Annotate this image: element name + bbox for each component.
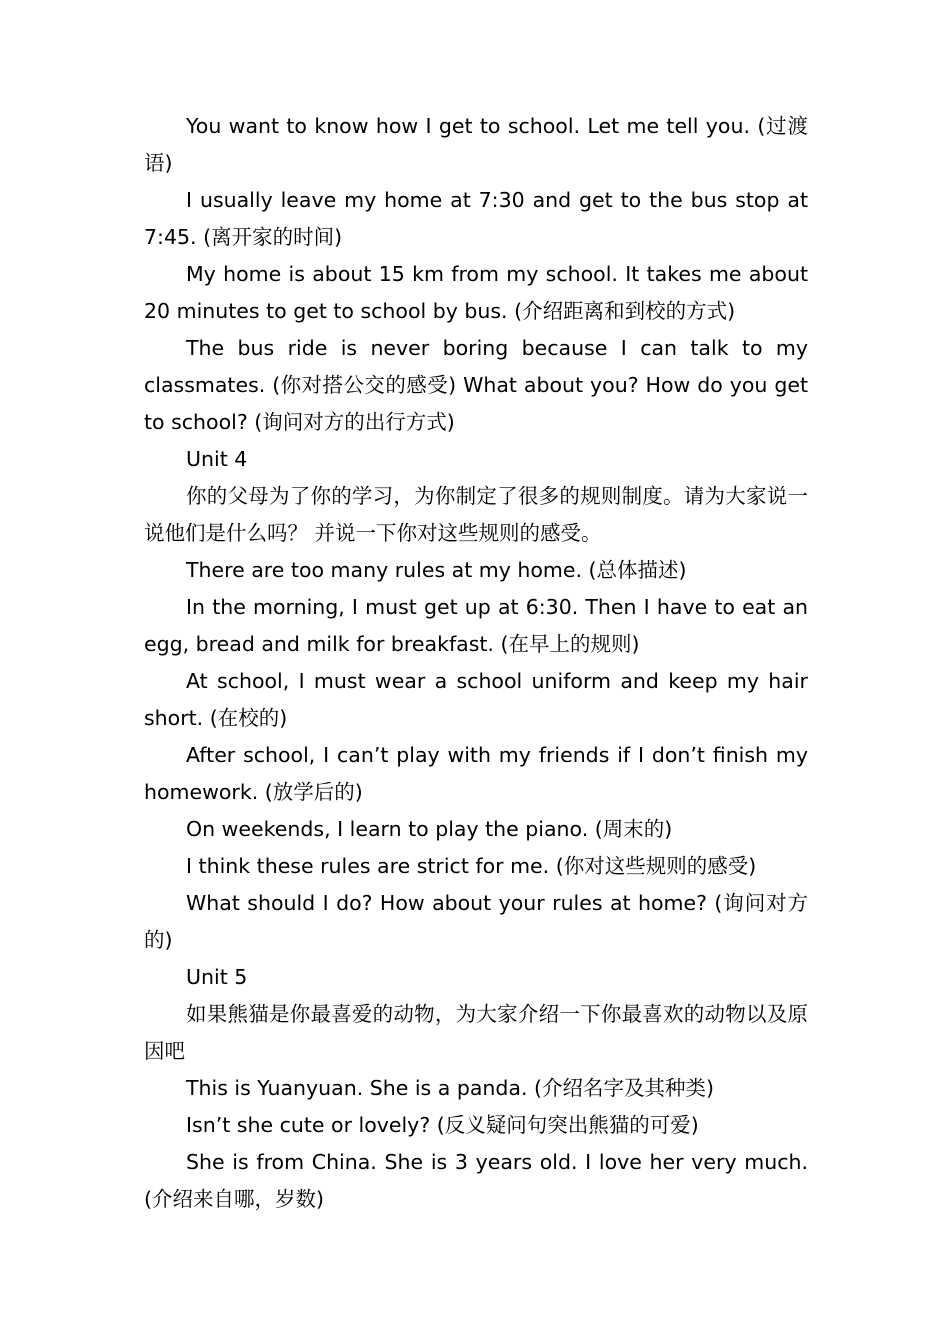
paragraph-transition: You want to know how I get to school. Let me tell you. (过渡语) <box>144 114 808 175</box>
unit-4-heading: Unit 4 <box>186 447 248 471</box>
paragraph-school-rules: At school, I must wear a school uniform and keep my hair short. (在校的) <box>144 669 808 730</box>
paragraph-panda-intro: This is Yuanyuan. She is a panda. (介绍名字及其种类) <box>186 1076 715 1100</box>
paragraph-rules-feeling: I think these rules are strict for me. (你对这些规则的感受) <box>186 854 757 878</box>
paragraph-ask-other: What should I do? How about your rules at home? (询问对方的) <box>144 891 808 952</box>
paragraph-distance: My home is about 15 km from my school. It takes me about 20 minutes to get to school by bus. (介绍距离和到校的方式) <box>144 262 808 323</box>
unit-5-prompt: 如果熊猫是你最喜爱的动物，为大家介绍一下你最喜欢的动物以及原因吧 <box>144 1002 808 1063</box>
paragraph-leave-home: I usually leave my home at 7:30 and get to the bus stop at 7:45. (离开家的时间) <box>144 188 808 249</box>
document-page <box>144 108 808 1218</box>
paragraph-bus-ride: The bus ride is never boring because I can talk to my classmates. (你对搭公交的感受) What about you? How do you get to school? (询问对方的出行方式) <box>144 336 808 434</box>
unit-4-prompt: 你的父母为了你的学习，为你制定了很多的规则制度。请为大家说一说他们是什么吗？ 并说一下你对这些规则的感受。 <box>144 484 808 545</box>
paragraph-panda-cute: Isn’t she cute or lovely? (反义疑问句突出熊猫的可爱) <box>186 1113 699 1137</box>
paragraph-too-many-rules: There are too many rules at my home. (总体描述) <box>186 558 687 582</box>
paragraph-after-school-rules: After school, I can’t play with my friends if I don’t finish my homework. (放学后的) <box>144 743 808 804</box>
paragraph-morning-rules: In the morning, I must get up at 6:30. Then I have to eat an egg, bread and milk for breakfast. (在早上的规则) <box>144 595 808 656</box>
unit-5-heading: Unit 5 <box>186 965 248 989</box>
paragraph-weekend-rules: On weekends, I learn to play the piano. (周末的) <box>186 817 673 841</box>
paragraph-panda-origin: She is from China. She is 3 years old. I love her very much. (介绍来自哪，岁数) <box>144 1150 808 1211</box>
